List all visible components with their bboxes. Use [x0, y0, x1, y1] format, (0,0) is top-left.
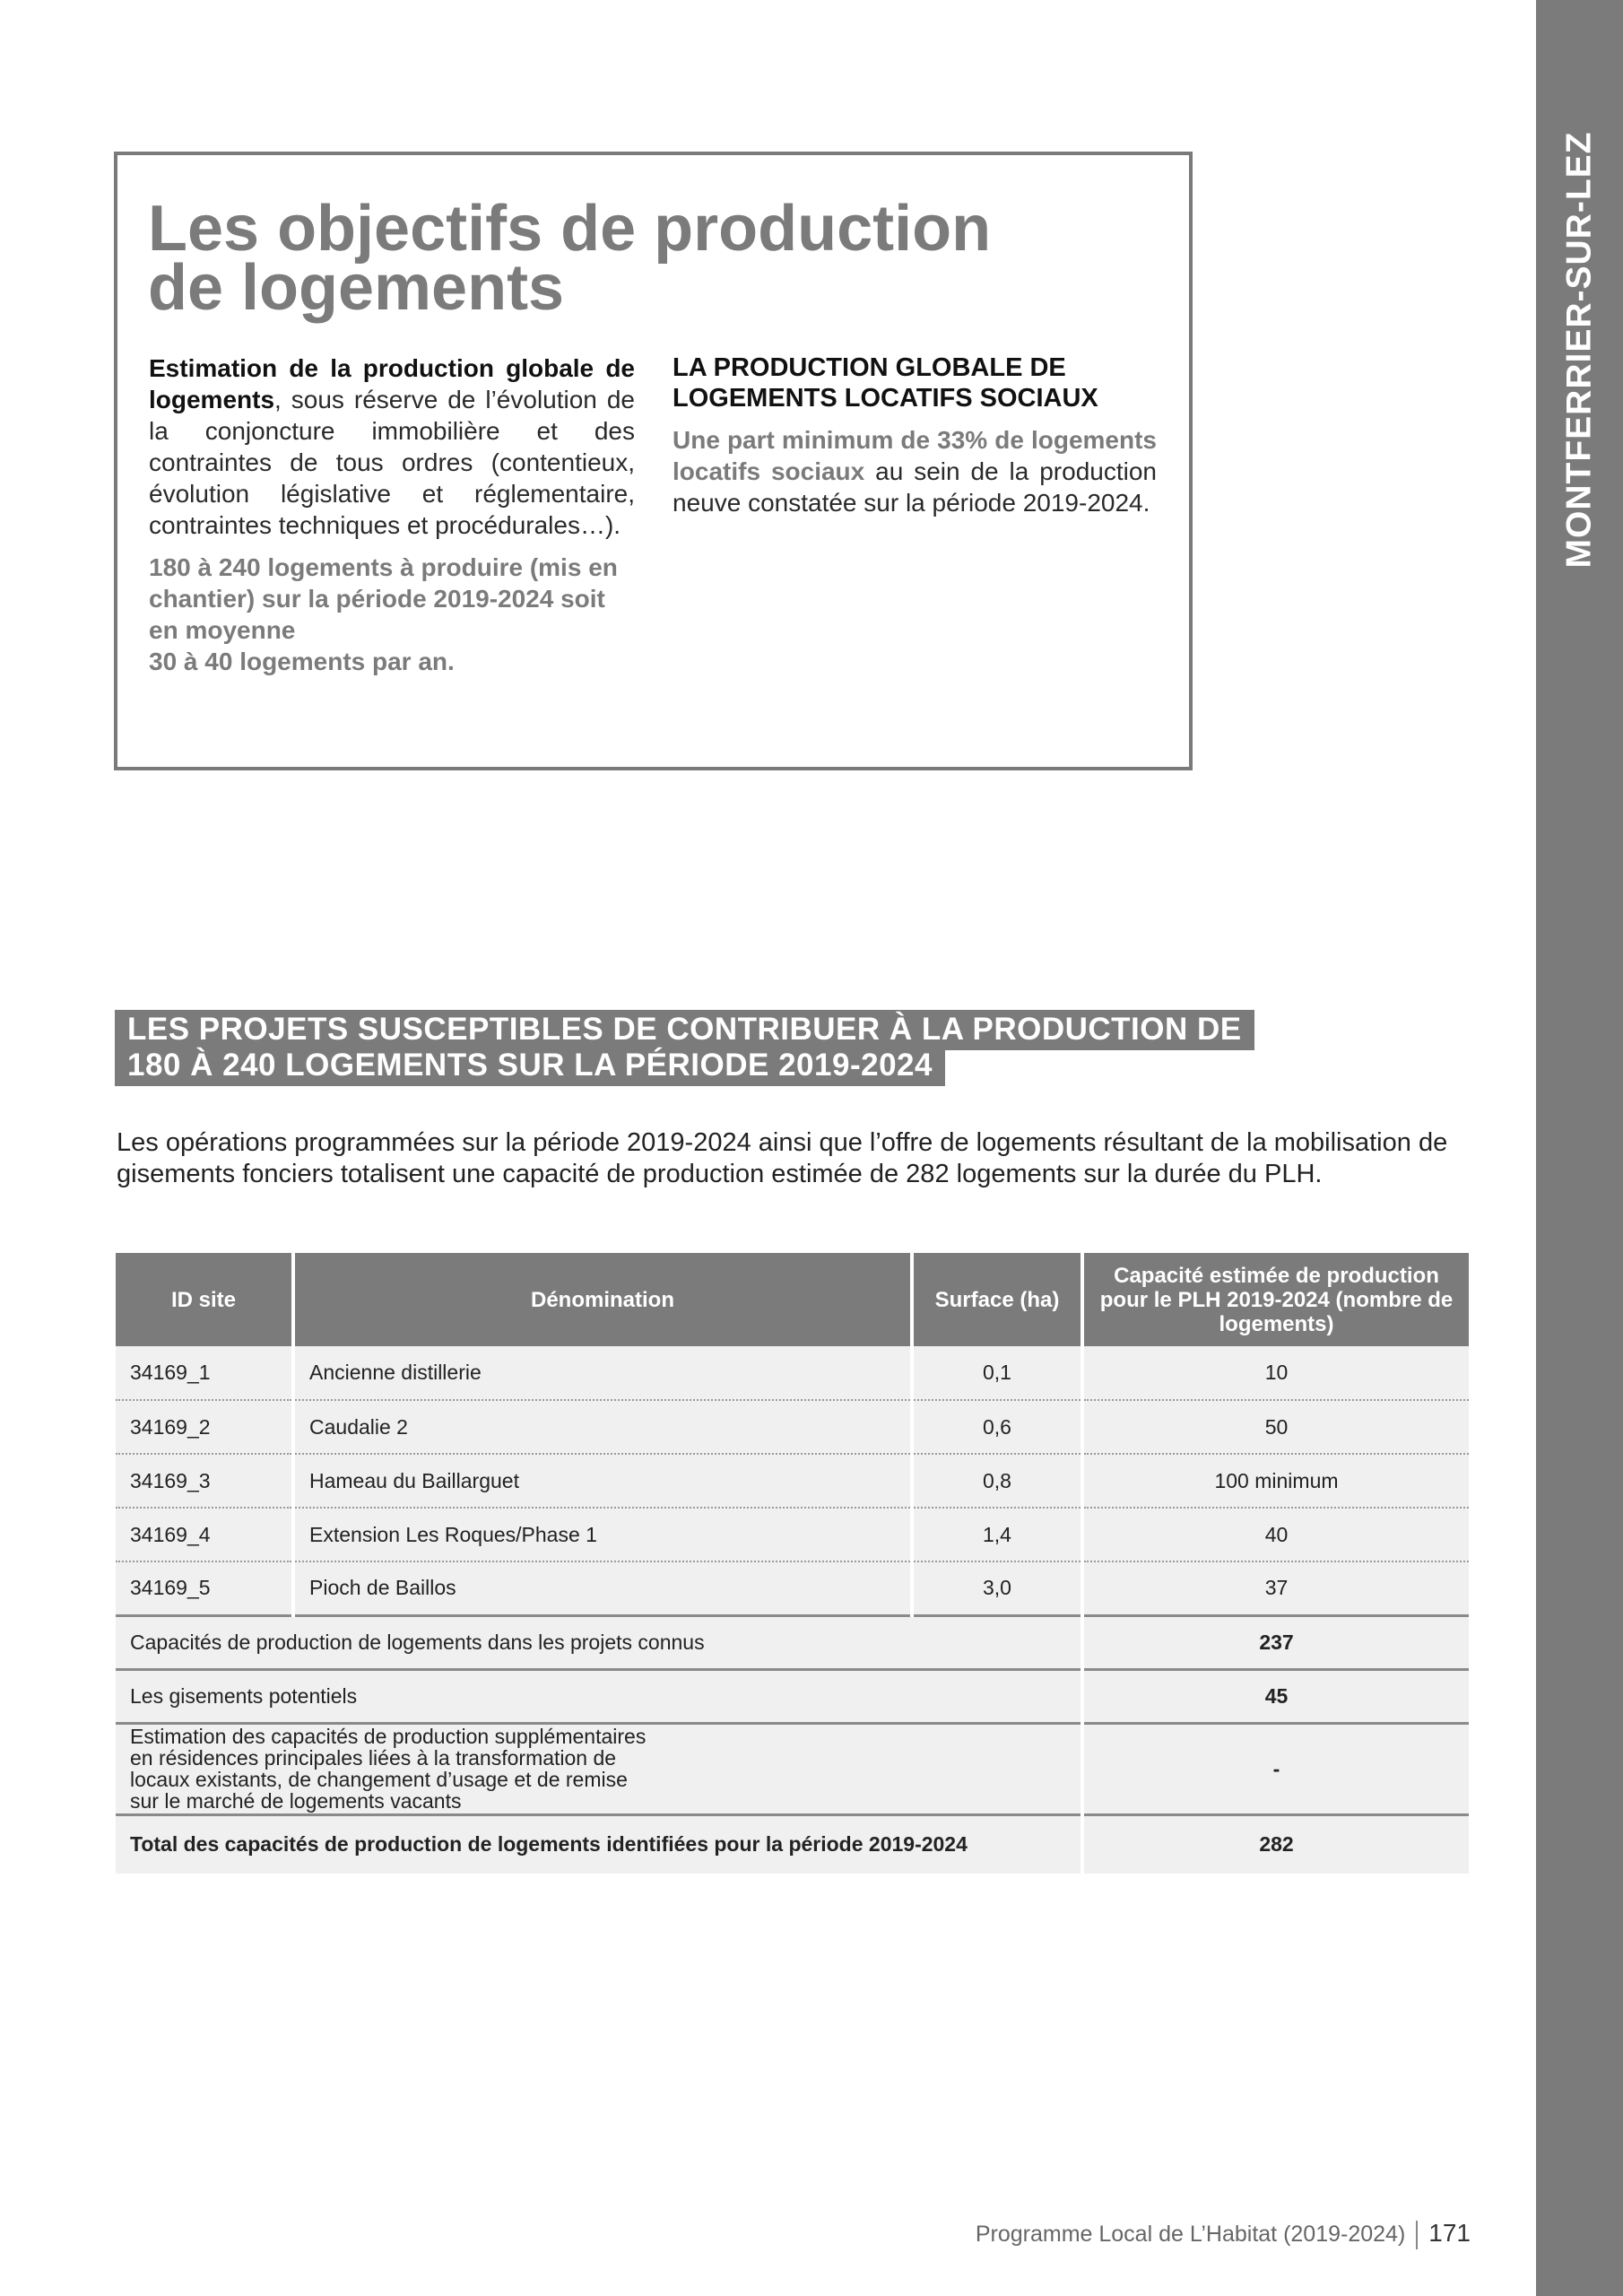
- summary-label: Estimation des capacités de production supplémentaires en résidences principales liées à la transformation de locaux existants, de changement d’usage et de remise sur le marché de logements vacants: [116, 1723, 1082, 1814]
- table-row: [116, 1561, 1469, 1615]
- header-id: ID site: [116, 1253, 293, 1346]
- footer-text: Programme Local de L’Habitat (2019-2024): [975, 2222, 1406, 2247]
- cell-name: Ancienne distillerie: [293, 1346, 912, 1400]
- left-stat-line2: 30 à 40 logements par an.: [149, 648, 455, 675]
- header-capacity: Capacité estimée de production pour le PLH 2019-2024 (nombre de logements): [1082, 1253, 1469, 1346]
- summary-value: -: [1082, 1723, 1469, 1814]
- projects-heading: LES PROJETS SUSCEPTIBLES DE CONTRIBUER À LA PRODUCTION DE 180 À 240 LOGEMENTS SUR LA PÉRIODE 2019-2024: [115, 1010, 1254, 1086]
- cell-surface: 3,0: [912, 1561, 1082, 1615]
- table-row: [116, 1346, 1469, 1400]
- sidebar-label-wrap: [1536, 131, 1623, 569]
- cell-surface: 0,8: [912, 1454, 1082, 1508]
- cell-name: Hameau du Baillarguet: [293, 1454, 912, 1508]
- summary-label: Capacités de production de logements dans les projets connus: [116, 1615, 1082, 1669]
- summary-row-total: [116, 1814, 1469, 1874]
- right-strong: Une part minimum de 33% de logements locatifs sociaux: [673, 426, 1157, 485]
- cell-name: Extension Les Roques/Phase 1: [293, 1508, 912, 1561]
- cell-capacity: 50: [1082, 1400, 1469, 1454]
- cell-name: Caudalie 2: [293, 1400, 912, 1454]
- right-paragraph: [673, 424, 1157, 518]
- objectives-right-column: [673, 352, 1157, 518]
- cell-id: 34169_2: [116, 1400, 293, 1454]
- summary-row-additional: [116, 1723, 1469, 1814]
- cell-surface: 1,4: [912, 1508, 1082, 1561]
- right-heading: LA PRODUCTION GLOBALE DE LOGEMENTS LOCATIFS SOCIAUX: [673, 353, 1098, 413]
- header-surface: Surface (ha): [912, 1253, 1082, 1346]
- summary-value: 282: [1082, 1814, 1469, 1874]
- right-text: au sein de la production neuve constatée sur la période 2019-2024.: [673, 457, 1157, 517]
- cell-id: 34169_3: [116, 1454, 293, 1508]
- left-stat: [149, 552, 635, 677]
- summary-row-known-projects: [116, 1615, 1469, 1669]
- left-strong: Estimation de la production globale de logements: [149, 354, 635, 413]
- projects-intro: Les opérations programmées sur la période 2019-2024 ainsi que l’offre de logements résultant de la mobilisation de gisements fonciers totalisent une capacité de production estimée de 282 logements sur la durée du PLH.: [117, 1128, 1448, 1188]
- table-row: [116, 1508, 1469, 1561]
- cell-capacity: 40: [1082, 1508, 1469, 1561]
- table-header-row: [116, 1253, 1469, 1346]
- objectives-left-column: [149, 352, 635, 677]
- cell-capacity: 37: [1082, 1561, 1469, 1615]
- cell-name: Pioch de Baillos: [293, 1561, 912, 1615]
- footer-divider: [1416, 2221, 1418, 2249]
- summary-value: 45: [1082, 1669, 1469, 1723]
- projects-heading-wrap: [115, 1012, 1263, 1083]
- footer: [897, 2219, 1471, 2249]
- summary-value: 237: [1082, 1615, 1469, 1669]
- header-name: Dénomination: [293, 1253, 912, 1346]
- cell-id: 34169_1: [116, 1346, 293, 1400]
- page-number: 171: [1428, 2219, 1471, 2247]
- cell-id: 34169_5: [116, 1561, 293, 1615]
- table-row: [116, 1400, 1469, 1454]
- left-text: , sous réserve de l’évolution de la conjoncture immobilière et des contraintes de tous ordres (contentieux, évolution législative et réglementaire, contraintes techniques et procédurales…).: [149, 386, 635, 539]
- objectives-title: Les objectifs de production de logements: [148, 193, 992, 324]
- cell-surface: 0,1: [912, 1346, 1082, 1400]
- left-stat-line1: 180 à 240 logements à produire (mis en chantier) sur la période 2019-2024 soit en moyenne: [149, 553, 618, 644]
- sidebar-label: MONTFERRIER-SUR-LEZ: [1559, 131, 1599, 569]
- cell-surface: 0,6: [912, 1400, 1082, 1454]
- table-row: [116, 1454, 1469, 1508]
- cell-id: 34169_4: [116, 1508, 293, 1561]
- projects-table: [116, 1253, 1469, 1874]
- cell-capacity: 100 minimum: [1082, 1454, 1469, 1508]
- cell-capacity: 10: [1082, 1346, 1469, 1400]
- summary-row-potential: [116, 1669, 1469, 1723]
- summary-label: Les gisements potentiels: [116, 1669, 1082, 1723]
- summary-label: Total des capacités de production de logements identifiées pour la période 2019-2024: [116, 1814, 1082, 1874]
